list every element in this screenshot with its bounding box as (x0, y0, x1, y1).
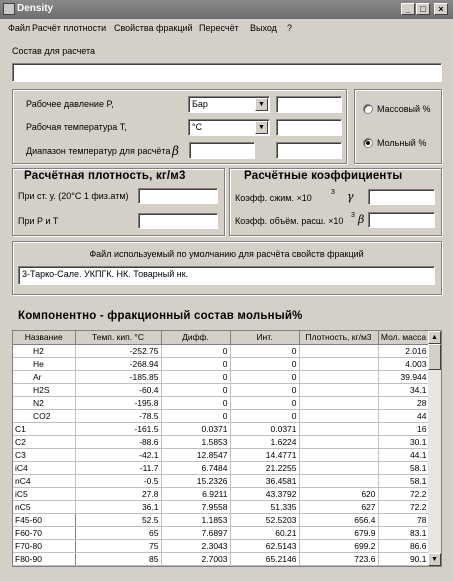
cell-int[interactable]: 0 (230, 370, 299, 383)
cell-int[interactable]: 62.5143 (230, 539, 299, 552)
cell-density[interactable] (299, 357, 378, 370)
cell-density[interactable]: 620 (299, 487, 378, 500)
temperature-input[interactable] (276, 119, 342, 136)
table-row[interactable] (13, 461, 429, 474)
compress-exponent: 3 (331, 189, 335, 196)
density-pt-field[interactable] (138, 213, 218, 229)
cell-name[interactable]: F45-60 (13, 513, 75, 526)
temperature-unit-value: °C (192, 122, 203, 132)
cell-mol-mass[interactable]: 58.1 (378, 461, 429, 474)
basis-group (354, 89, 442, 164)
cell-diff[interactable]: 7.6897 (161, 526, 230, 539)
cell-boiling-temp[interactable]: 75 (75, 539, 161, 552)
cell-boiling-temp[interactable]: -11.7 (75, 461, 161, 474)
cell-mol-mass[interactable]: 83.1 (378, 526, 429, 539)
cell-mol-mass[interactable]: 72.2 (378, 500, 429, 513)
cell-boiling-temp[interactable]: -185.85 (75, 370, 161, 383)
cell-int[interactable]: 0 (230, 396, 299, 409)
cell-int[interactable]: 21.2255 (230, 461, 299, 474)
cell-mol-mass[interactable]: 86.6 (378, 539, 429, 552)
cell-int[interactable]: 1.6224 (230, 435, 299, 448)
compress-coef-label: Коэфф. сжим. ×10 (235, 193, 312, 203)
cell-name[interactable]: F60-70 (13, 526, 75, 539)
cell-density[interactable] (299, 396, 378, 409)
cell-diff[interactable]: 7.9558 (161, 500, 230, 513)
cell-boiling-temp[interactable]: 65 (75, 526, 161, 539)
scroll-down-icon[interactable]: ▼ (428, 553, 441, 566)
table-row[interactable] (13, 396, 429, 409)
cell-boiling-temp[interactable]: -252.75 (75, 344, 161, 357)
cell-density[interactable]: 656.4 (299, 513, 378, 526)
cell-boiling-temp[interactable]: 85 (75, 552, 161, 565)
menu-fraction-props[interactable]: Свойства фракций (114, 23, 193, 33)
pressure-label: Рабочее давление P, (26, 99, 114, 109)
cell-boiling-temp[interactable]: -195.8 (75, 396, 161, 409)
cell-diff[interactable]: 2.7003 (161, 552, 230, 565)
density-std-label: При ст. у. (20°С 1 физ.атм) (18, 191, 129, 201)
table-row[interactable] (13, 409, 429, 422)
cell-name[interactable]: F80-90 (13, 552, 75, 565)
table-header-row (13, 331, 429, 344)
table-row[interactable] (13, 526, 429, 539)
expansion-coef-field[interactable] (368, 212, 435, 228)
cell-int[interactable]: 0.0371 (230, 422, 299, 435)
density-heading: Расчётная плотность, кг/м3 (24, 170, 186, 182)
menu-bar (0, 20, 453, 36)
column-header-name[interactable]: Название (13, 331, 75, 344)
cell-name[interactable]: iC5 (13, 487, 75, 500)
cell-diff[interactable]: 0 (161, 357, 230, 370)
cell-mol-mass[interactable]: 44 (378, 409, 429, 422)
table-row[interactable] (13, 552, 429, 565)
pressure-unit-select[interactable] (188, 96, 270, 113)
cell-density[interactable] (299, 370, 378, 383)
cell-density[interactable] (299, 344, 378, 357)
cell-name[interactable]: F70-80 (13, 539, 75, 552)
title-bar (0, 0, 453, 19)
cell-name[interactable]: C2 (13, 435, 75, 448)
composition-table[interactable] (12, 330, 442, 567)
cell-name[interactable]: H2S (13, 383, 75, 396)
cell-mol-mass[interactable]: 2.016 (378, 344, 429, 357)
density-pt-label: При P и T (18, 216, 59, 226)
cell-int[interactable]: 43.3792 (230, 487, 299, 500)
cell-mol-mass[interactable]: 78 (378, 513, 429, 526)
pressure-input[interactable] (276, 96, 342, 113)
cell-diff[interactable]: 0 (161, 396, 230, 409)
table-row[interactable] (13, 500, 429, 513)
cell-mol-mass[interactable]: 39.944 (378, 370, 429, 383)
cell-mol-mass[interactable]: 16 (378, 422, 429, 435)
column-header-int[interactable]: Инт. (230, 331, 299, 344)
table-row[interactable] (13, 422, 429, 435)
cell-density[interactable] (299, 422, 378, 435)
table-row[interactable] (13, 539, 429, 552)
app-icon (3, 3, 15, 15)
cell-diff[interactable]: 0.0371 (161, 422, 230, 435)
molar-percent-radio[interactable] (363, 138, 373, 148)
pressure-unit-value: Бар (192, 99, 208, 109)
cell-name[interactable]: nC5 (13, 500, 75, 513)
cell-mol-mass[interactable]: 28 (378, 396, 429, 409)
cell-boiling-temp[interactable]: -0.5 (75, 474, 161, 487)
expansion-coef-label: Коэфф. объём. расш. ×10 (235, 216, 344, 226)
cell-diff[interactable]: 2.3043 (161, 539, 230, 552)
cell-name[interactable]: C1 (13, 422, 75, 435)
cell-density[interactable]: 699.2 (299, 539, 378, 552)
cell-boiling-temp[interactable]: 27.8 (75, 487, 161, 500)
close-button[interactable]: × (434, 3, 448, 15)
compress-coef-field[interactable] (368, 189, 435, 205)
temperature-unit-select[interactable] (188, 119, 270, 136)
cell-density[interactable] (299, 409, 378, 422)
cell-boiling-temp[interactable]: -268.94 (75, 357, 161, 370)
cell-mol-mass[interactable]: 72.2 (378, 487, 429, 500)
cell-diff[interactable]: 0 (161, 383, 230, 396)
table-scrollbar[interactable] (428, 331, 441, 566)
cell-name[interactable]: C3 (13, 448, 75, 461)
cell-diff[interactable]: 6.7484 (161, 461, 230, 474)
cell-density[interactable] (299, 461, 378, 474)
cell-int[interactable]: 0 (230, 383, 299, 396)
mass-percent-radio[interactable] (363, 104, 373, 114)
table-row[interactable] (13, 383, 429, 396)
menu-recalc[interactable]: Пересчёт (199, 23, 239, 33)
temperature-label: Рабочая температура T, (26, 122, 127, 132)
cell-density[interactable] (299, 448, 378, 461)
menu-help[interactable]: ? (287, 23, 293, 33)
table-row[interactable] (13, 513, 429, 526)
menu-density-calc[interactable]: Расчёт плотности (32, 23, 107, 33)
temp-range-to-input[interactable] (276, 142, 342, 159)
scrollbar-thumb[interactable] (428, 344, 441, 370)
cell-mol-mass[interactable]: 4.003 (378, 357, 429, 370)
column-header-boiling-temp[interactable]: Темп. кип. °С (75, 331, 161, 344)
column-header-mol-mass[interactable]: Мол. масса (378, 331, 429, 344)
cell-diff[interactable]: 0 (161, 344, 230, 357)
menu-file[interactable]: Файл (8, 23, 31, 33)
density-std-field[interactable] (138, 188, 218, 204)
cell-boiling-temp[interactable]: -78.5 (75, 409, 161, 422)
cell-int[interactable]: 14.4771 (230, 448, 299, 461)
cell-diff[interactable]: 6.9211 (161, 487, 230, 500)
maximize-button[interactable]: □ (416, 3, 430, 15)
default-file-label: Файл используемый по умолчанию для расчёта свойств фракций (89, 249, 364, 259)
cell-density[interactable] (299, 474, 378, 487)
cell-density[interactable]: 627 (299, 500, 378, 513)
cell-density[interactable] (299, 435, 378, 448)
cell-name[interactable]: H2 (13, 344, 75, 357)
scroll-up-icon[interactable]: ▲ (428, 331, 441, 344)
composition-table-heading: Компонентно - фракционный состав мольный% (18, 310, 303, 322)
table-row[interactable] (13, 435, 429, 448)
table-row[interactable] (13, 448, 429, 461)
table-row[interactable] (13, 474, 429, 487)
cell-diff[interactable]: 0 (161, 370, 230, 383)
cell-name[interactable]: He (13, 357, 75, 370)
cell-diff[interactable]: 12.8547 (161, 448, 230, 461)
cell-boiling-temp[interactable]: -161.5 (75, 422, 161, 435)
table-row[interactable] (13, 370, 429, 383)
composition-label: Состав для расчета (12, 46, 96, 56)
cell-density[interactable]: 679.9 (299, 526, 378, 539)
cell-name[interactable]: Ar (13, 370, 75, 383)
composition-field[interactable] (12, 63, 442, 82)
molar-percent-label: Мольный % (377, 138, 427, 148)
menu-exit[interactable]: Выход (250, 23, 277, 33)
chevron-down-icon[interactable]: ▼ (255, 98, 268, 111)
cell-int[interactable]: 51.335 (230, 500, 299, 513)
beta-symbol: β (358, 213, 365, 226)
cell-int[interactable]: 60.21 (230, 526, 299, 539)
chevron-down-icon[interactable]: ▼ (255, 121, 268, 134)
cell-boiling-temp[interactable]: 52.5 (75, 513, 161, 526)
cell-int[interactable]: 0 (230, 344, 299, 357)
minimize-button[interactable]: _ (401, 3, 415, 15)
cell-mol-mass[interactable]: 90.1 (378, 552, 429, 565)
cell-boiling-temp[interactable]: -60.4 (75, 383, 161, 396)
column-header-density[interactable]: Плотность, кг/м3 (299, 331, 378, 344)
cell-diff[interactable]: 0 (161, 409, 230, 422)
default-file-field[interactable]: 3-Тарко-Сале. УКПГК. НК. Товарный нк. (18, 266, 435, 285)
cell-diff[interactable]: 1.5853 (161, 435, 230, 448)
coefficients-heading: Расчётные коэффициенты (244, 170, 403, 182)
mass-percent-label: Массовый % (377, 104, 431, 114)
cell-int[interactable]: 36.4581 (230, 474, 299, 487)
cell-name[interactable]: CO2 (13, 409, 75, 422)
expansion-exponent: 3 (351, 212, 355, 219)
cell-name[interactable]: nC4 (13, 474, 75, 487)
table-row[interactable] (13, 344, 429, 357)
gamma-symbol: γ (347, 190, 354, 203)
cell-boiling-temp[interactable]: 36.1 (75, 500, 161, 513)
table-row[interactable] (13, 357, 429, 370)
cell-mol-mass[interactable]: 30.1 (378, 435, 429, 448)
cell-diff[interactable]: 1.1853 (161, 513, 230, 526)
temp-range-from-input[interactable] (189, 142, 255, 159)
table-row[interactable] (13, 487, 429, 500)
cell-mol-mass[interactable]: 34.1 (378, 383, 429, 396)
cell-mol-mass[interactable]: 58.1 (378, 474, 429, 487)
cell-mol-mass[interactable]: 44.1 (378, 448, 429, 461)
window-title: Density (17, 3, 54, 14)
temp-range-label: Диапазон температур для расчёта (26, 146, 171, 156)
column-header-diff[interactable]: Дифф. (161, 331, 230, 344)
cell-boiling-temp[interactable]: -88.6 (75, 435, 161, 448)
cell-int[interactable]: 0 (230, 357, 299, 370)
cell-diff[interactable]: 15.2326 (161, 474, 230, 487)
cell-int[interactable]: 0 (230, 409, 299, 422)
cell-density[interactable]: 723.6 (299, 552, 378, 565)
cell-name[interactable]: N2 (13, 396, 75, 409)
cell-int[interactable]: 65.2146 (230, 552, 299, 565)
beta-symbol: β (172, 144, 179, 158)
cell-density[interactable] (299, 383, 378, 396)
cell-boiling-temp[interactable]: -42.1 (75, 448, 161, 461)
cell-name[interactable]: iC4 (13, 461, 75, 474)
cell-int[interactable]: 52.5203 (230, 513, 299, 526)
